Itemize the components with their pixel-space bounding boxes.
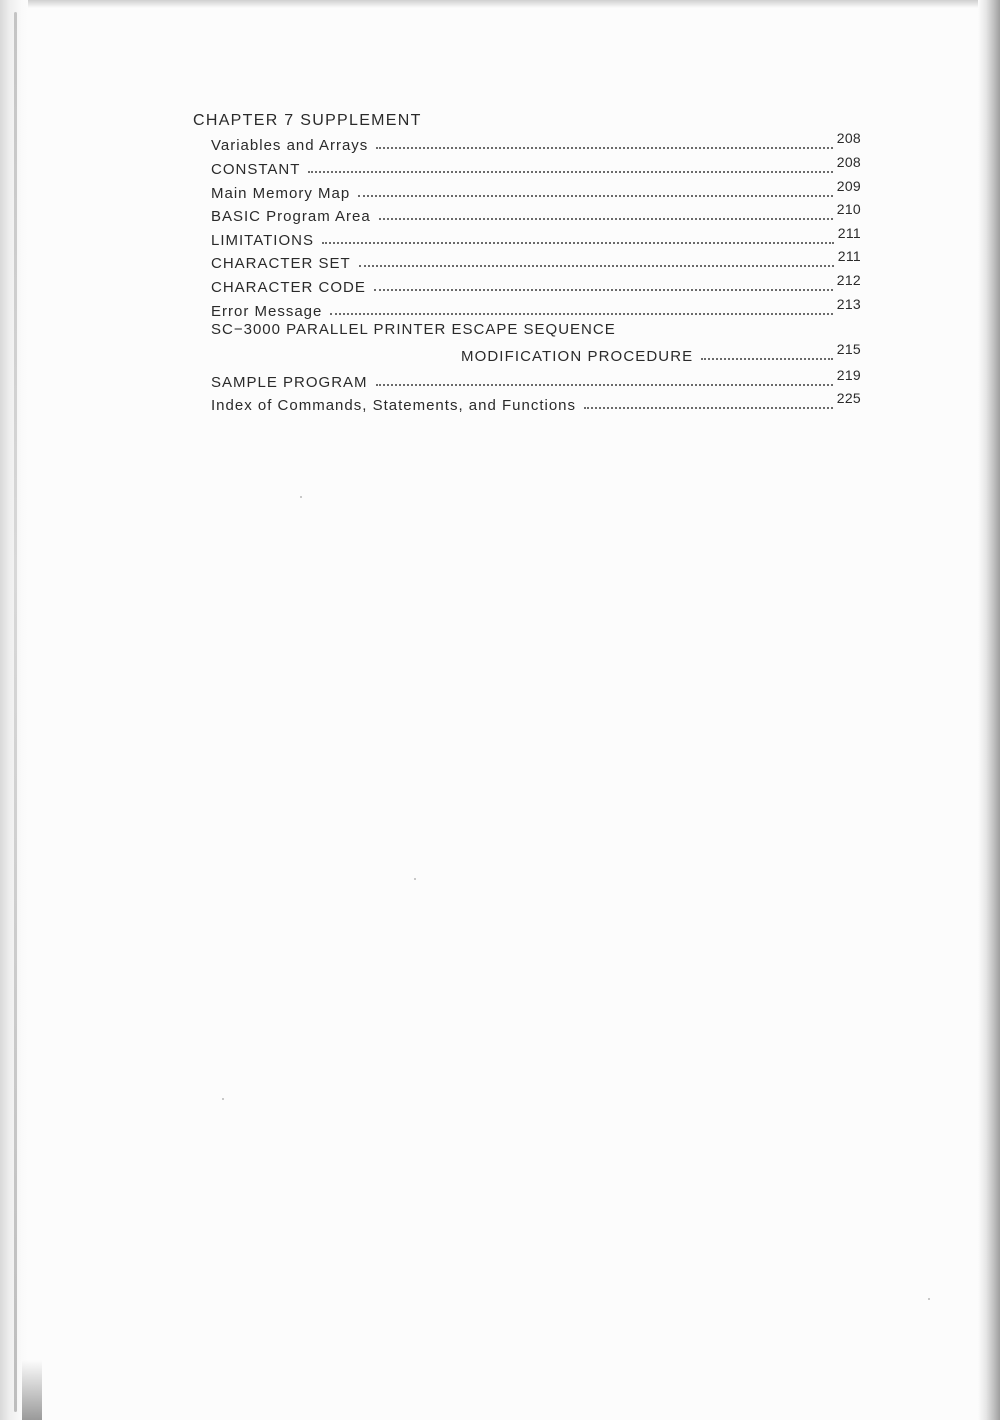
scan-speck (414, 878, 416, 880)
dot-leader (701, 358, 832, 360)
dot-leader (374, 289, 833, 291)
toc-entry-page: 211 (837, 248, 861, 264)
toc-entry-page: 211 (837, 225, 861, 241)
toc-entry-label: SAMPLE PROGRAM (211, 374, 368, 391)
toc-entry-label: Error Message (211, 303, 323, 320)
page-right-edge-shadow (978, 0, 1000, 1420)
toc-entry-page: 208 (836, 154, 861, 170)
toc-entry-label: CONSTANT (211, 161, 301, 178)
toc-entry-label: SC−3000 PARALLEL PRINTER ESCAPE SEQUENCE (211, 321, 616, 338)
dot-leader (330, 313, 832, 315)
dot-leader (359, 265, 834, 267)
dot-leader (584, 407, 833, 409)
toc-entry[interactable] (211, 392, 861, 414)
page-top-edge (0, 0, 1000, 8)
toc-entry-page: 225 (836, 390, 861, 406)
scan-speck (300, 496, 302, 498)
toc-entry[interactable] (211, 321, 861, 367)
dot-leader (379, 218, 833, 220)
toc-entry-page: 213 (836, 296, 861, 312)
dot-leader (322, 242, 834, 244)
dot-leader (308, 171, 832, 173)
toc-entry-page: 208 (836, 130, 861, 146)
toc-entry-label-continued: MODIFICATION PROCEDURE (461, 348, 694, 365)
dot-leader (376, 147, 832, 149)
toc-entry[interactable] (211, 132, 861, 154)
toc-entry-label: Variables and Arrays (211, 137, 369, 154)
toc-entry-label: Main Memory Map (211, 185, 351, 202)
toc-entry-page: 209 (836, 178, 861, 194)
toc-entry-page: 219 (836, 367, 861, 383)
chapter-heading: CHAPTER 7 SUPPLEMENT (193, 112, 422, 129)
toc-entry[interactable] (211, 250, 861, 272)
toc-entry[interactable] (211, 156, 861, 178)
toc-entry-label: Index of Commands, Statements, and Functions (211, 397, 576, 414)
page-corner-shadow (22, 1360, 42, 1420)
toc-entry[interactable] (211, 369, 861, 391)
toc-entry[interactable] (211, 274, 861, 296)
binding-edge-line (14, 12, 17, 1412)
toc-entry[interactable] (211, 298, 861, 320)
toc-entry[interactable] (211, 180, 861, 202)
scan-speck (222, 1098, 224, 1100)
toc-entry-label: LIMITATIONS (211, 232, 314, 249)
toc-entry-label: CHARACTER CODE (211, 279, 366, 296)
toc-entry-label: BASIC Program Area (211, 208, 371, 225)
toc-entry-page: 212 (836, 272, 861, 288)
scan-speck (928, 1298, 930, 1300)
toc-entry-label: CHARACTER SET (211, 255, 351, 272)
dot-leader (358, 195, 833, 197)
dot-leader (376, 384, 833, 386)
toc-entry-continuation (461, 343, 861, 365)
toc-entry[interactable] (211, 227, 861, 249)
toc-entry-page: 210 (836, 201, 861, 217)
toc-entry[interactable] (211, 203, 861, 225)
toc-entry-page: 215 (836, 341, 861, 357)
